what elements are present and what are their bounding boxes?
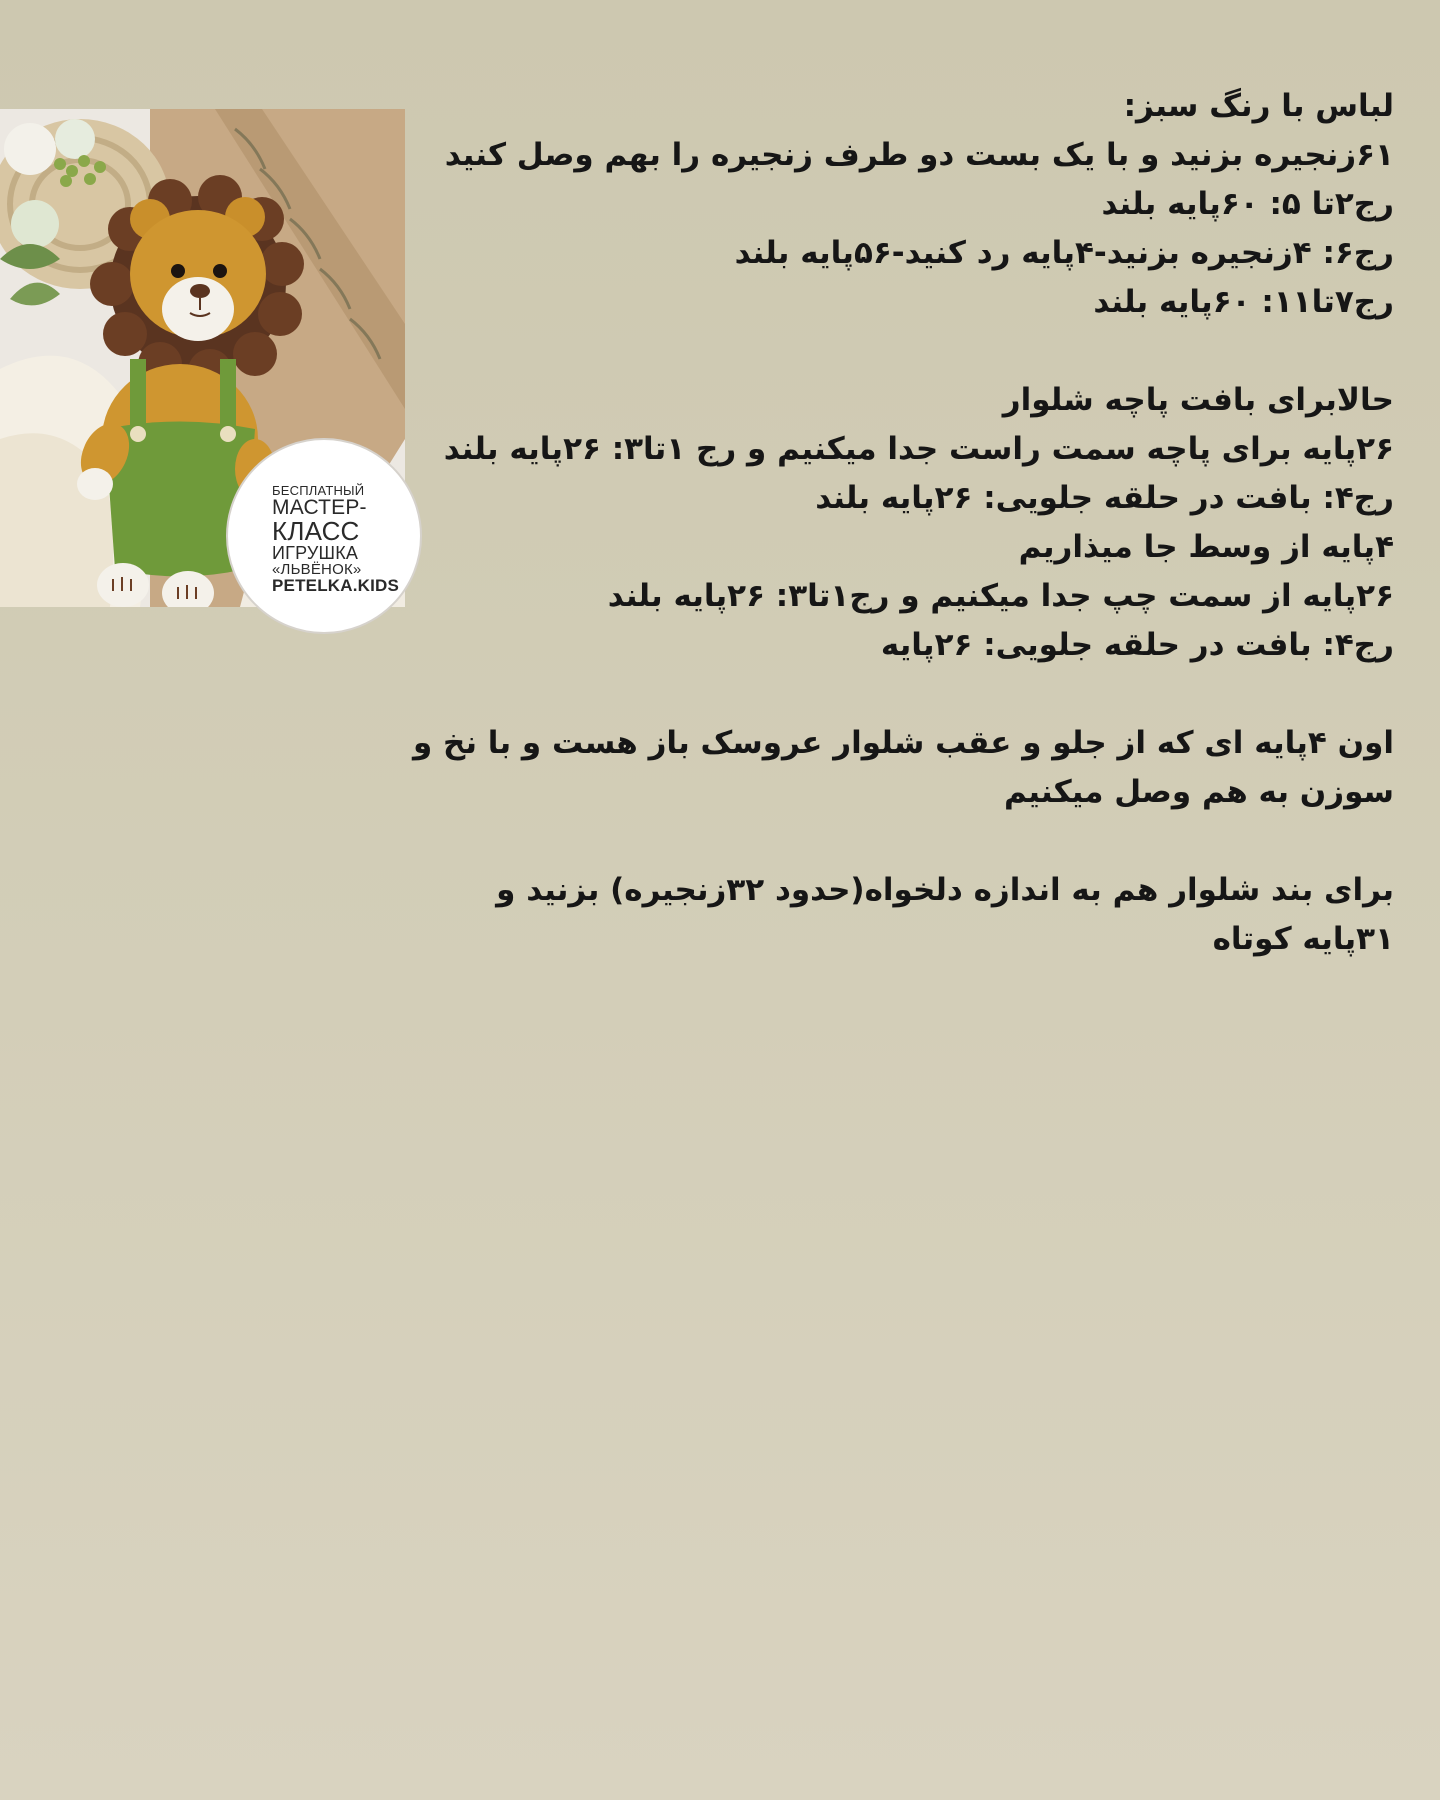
- instruction-line: رج۲تا ۵: ۶۰پایه بلند: [1101, 186, 1394, 222]
- badge-line: МАСТЕР-: [272, 496, 367, 519]
- watermark-badge-text: [272, 483, 400, 595]
- badge-line: КЛАСС: [272, 516, 360, 546]
- instruction-line: ۲۶پایه از سمت چپ جدا میکنیم و رج۱تا۳: ۲۶پایه بلند: [607, 578, 1394, 614]
- instruction-line: رج۶: ۴زنجیره بزنید-۴پایه رد کنید-۵۶پایه بلند: [734, 235, 1394, 271]
- instruction-line: برای بند شلوار هم به اندازه دلخواه(حدود ۳۲زنجیره) بزنید و: [496, 872, 1394, 908]
- badge-line: БЕСПЛАТНЫЙ: [272, 483, 365, 498]
- paragraph-gap: [394, 817, 1394, 866]
- pattern-instructions: [394, 82, 1394, 964]
- instruction-line: ۶۱زنجیره بزنید و با یک بست دو طرف زنجیره را بهم وصل کنید: [444, 137, 1394, 173]
- instruction-line: رج۷تا۱۱: ۶۰پایه بلند: [1093, 284, 1394, 320]
- paragraph-gap: [394, 327, 1394, 376]
- instruction-line: رج۴: بافت در حلقه جلویی: ۲۶پایه: [880, 627, 1394, 663]
- instruction-heading: حالابرای بافت پاچه شلوار: [1002, 382, 1394, 418]
- badge-line: PETELKA.KIDS: [272, 576, 400, 595]
- instruction-line: ۲۶پایه برای پاچه سمت راست جدا میکنیم و رج ۱تا۳: ۲۶پایه بلند: [443, 431, 1394, 467]
- paragraph-gap: [394, 670, 1394, 719]
- instruction-line: اون ۴پایه ای که از جلو و عقب شلوار عروسک باز هست و با نخ و: [412, 725, 1394, 761]
- instruction-line: ۳۱پایه کوتاه: [1212, 921, 1394, 957]
- instruction-heading: لباس با رنگ سبز:: [1123, 88, 1394, 124]
- badge-line: «ЛЬВЁНОК»: [272, 561, 362, 578]
- instruction-line: سوزن به هم وصل میکنیم: [1003, 774, 1394, 810]
- instruction-line: ۴پایه از وسط جا میذاریم: [1018, 529, 1394, 565]
- instruction-line: رج۴: بافت در حلقه جلویی: ۲۶پایه بلند: [815, 480, 1394, 516]
- badge-line: ИГРУШКА: [272, 543, 359, 563]
